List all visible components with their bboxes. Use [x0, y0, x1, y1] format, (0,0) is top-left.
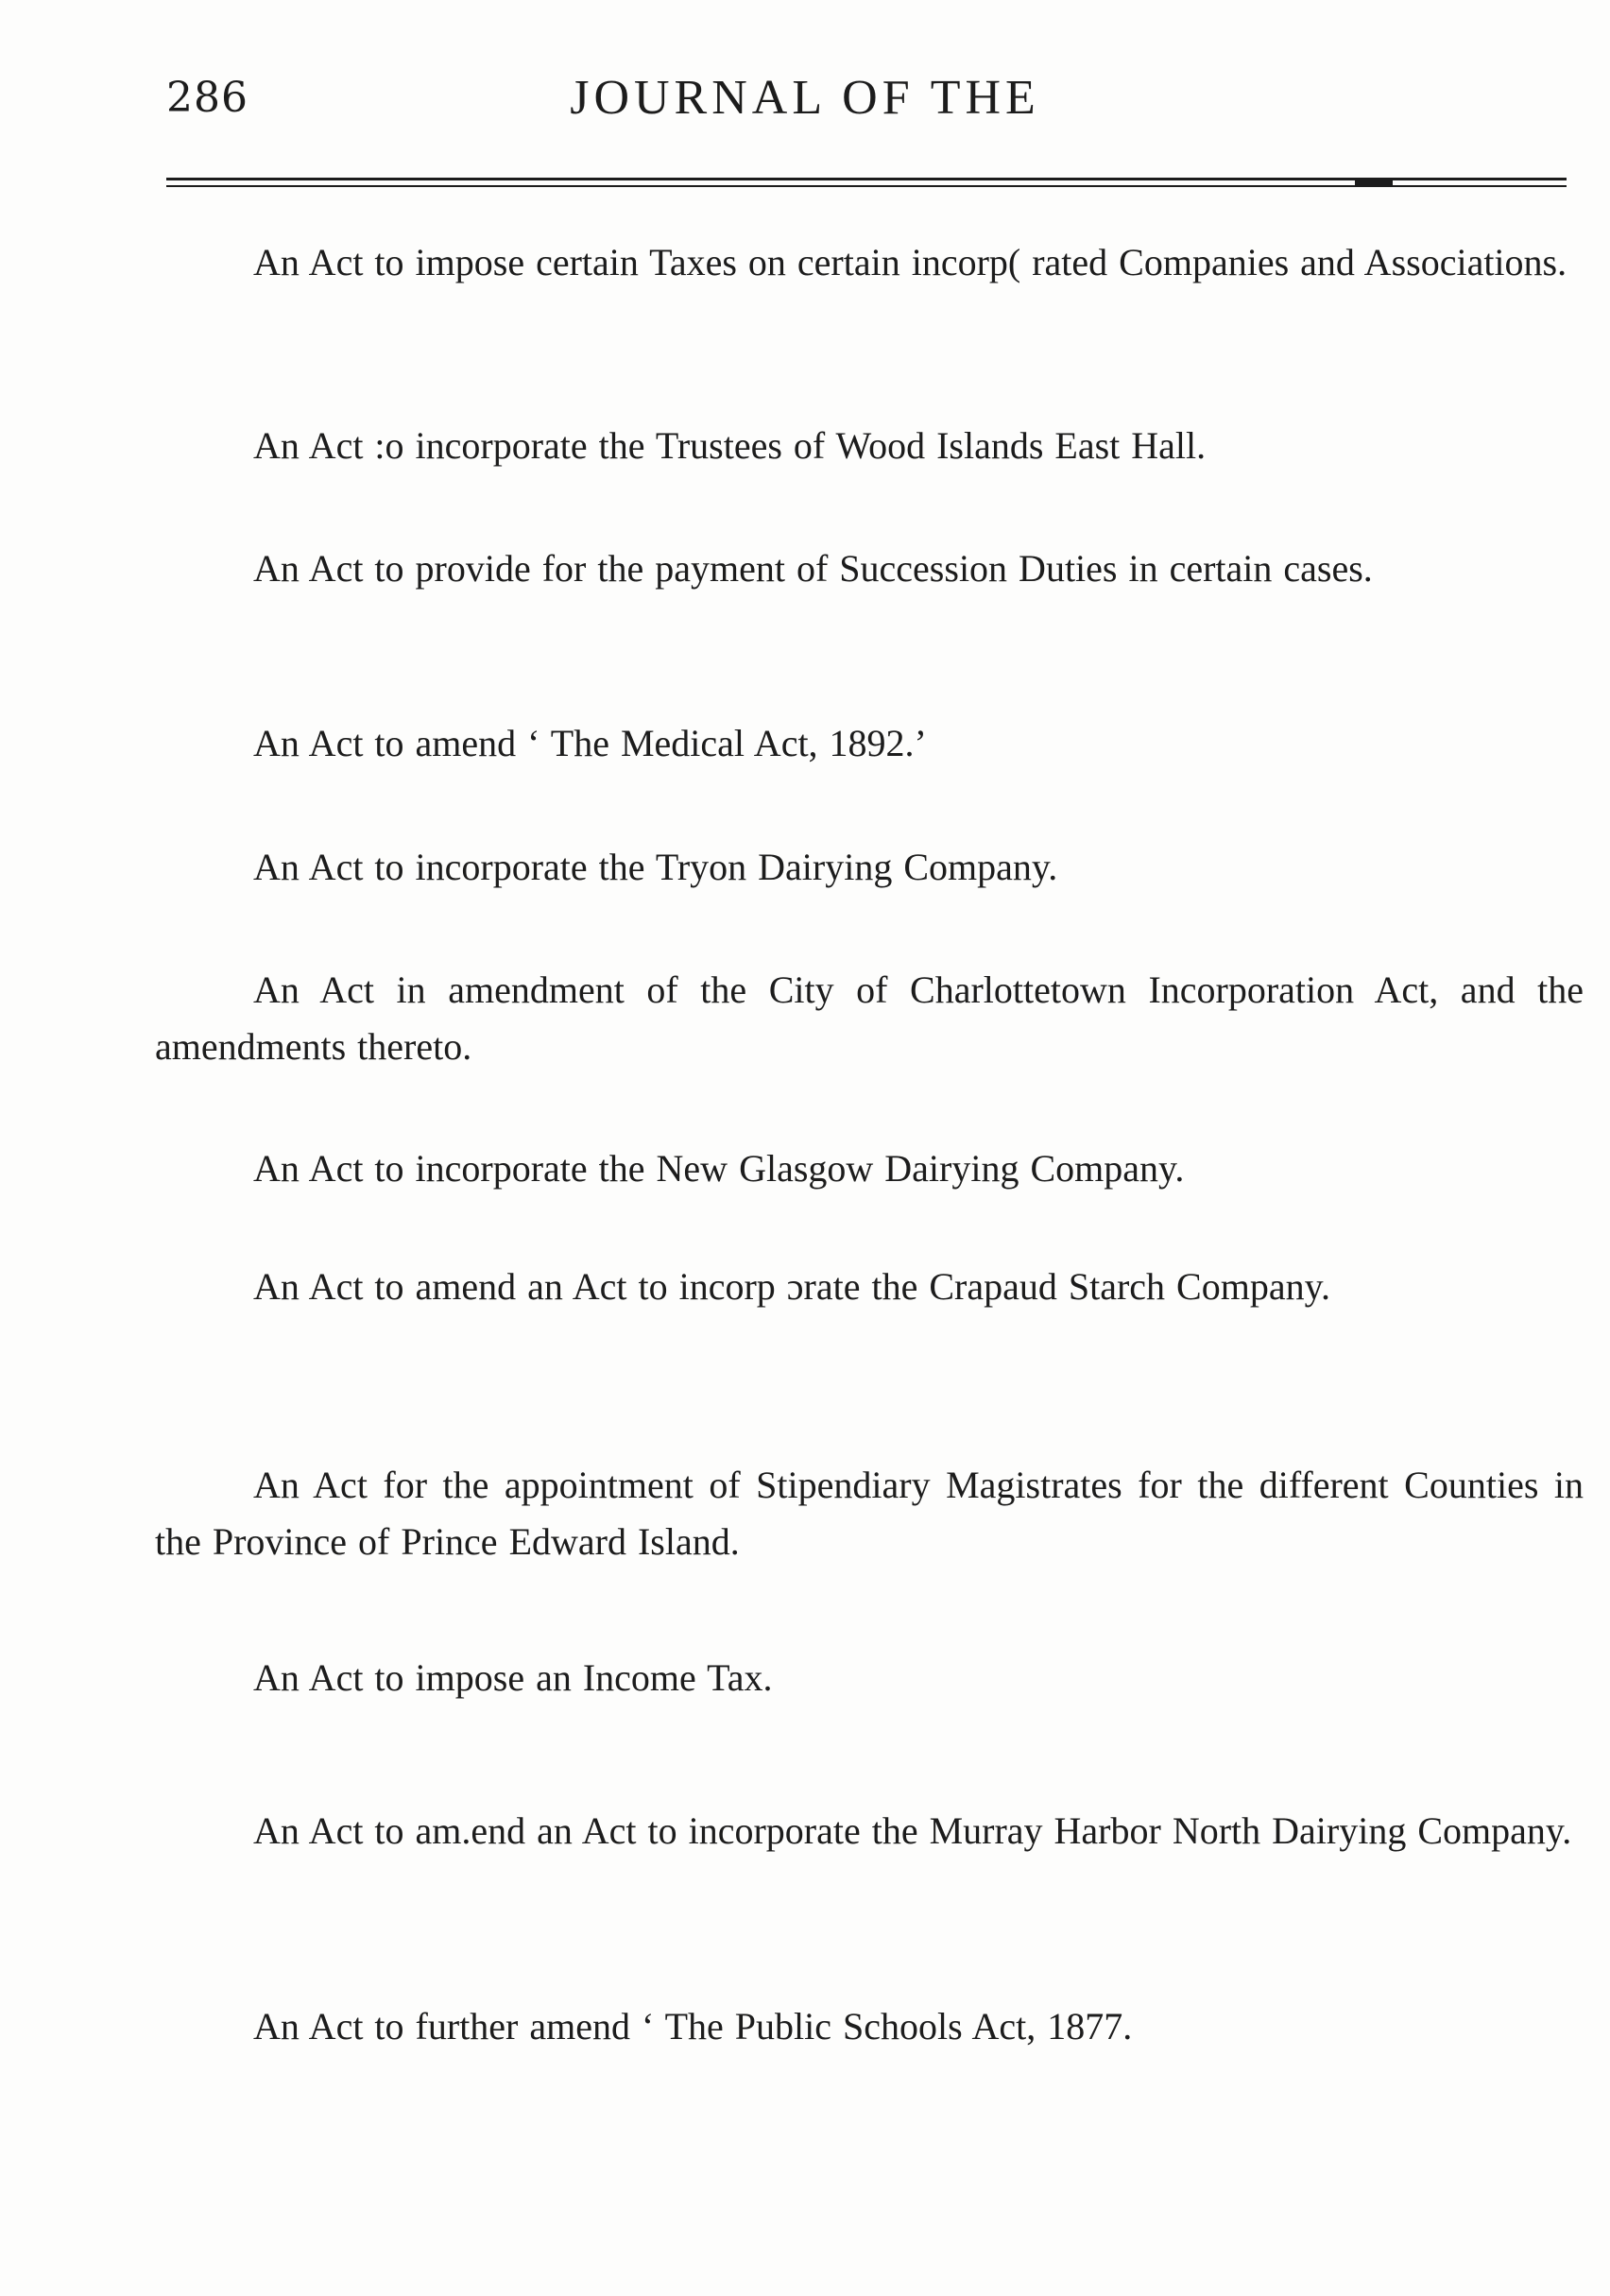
act-entry: An Act to incorporate the New Glasgow Dairying Company. [253, 1147, 1185, 1190]
header-rule [166, 178, 1567, 189]
header-rule-ornament [1355, 179, 1393, 187]
act-entry: An Act to further amend ‘ The Public Schools Act, 1877. [253, 2005, 1133, 2048]
act-entry: An Act to amend ‘ The Medical Act, 1892.’ [253, 722, 927, 764]
running-title: JOURNAL OF THE [570, 71, 1040, 125]
act-entry: An Act to amend an Act to incorp ɔrate the Crapaud Starch Company. [253, 1265, 1330, 1308]
act-entry: An Act to impose an Income Tax. [253, 1656, 773, 1699]
page-number: 286 [166, 74, 248, 122]
act-entry: An Act to am.end an Act to incorporate the Murray Harbor North Dairying Company. [253, 1809, 1572, 1852]
act-entry: An Act to incorporate the Tryon Dairying Company. [253, 846, 1058, 888]
act-entry: An Act to provide for the payment of Succession Duties in certain cases. [253, 547, 1373, 590]
act-entry: An Act to impose certain Taxes on certain incorp( rated Companies and Associations. [253, 241, 1567, 283]
act-entry: An Act :o incorporate the Trustees of Wood Islands East Hall. [253, 424, 1207, 467]
act-entry: An Act in amendment of the City of Charlottetown Incorporation Act, and the amendments thereto. [155, 968, 1584, 1068]
act-entry: An Act for the appointment of Stipendiary Magistrates for the different Counties in the Province of Prince Edward Island. [155, 1464, 1584, 1563]
